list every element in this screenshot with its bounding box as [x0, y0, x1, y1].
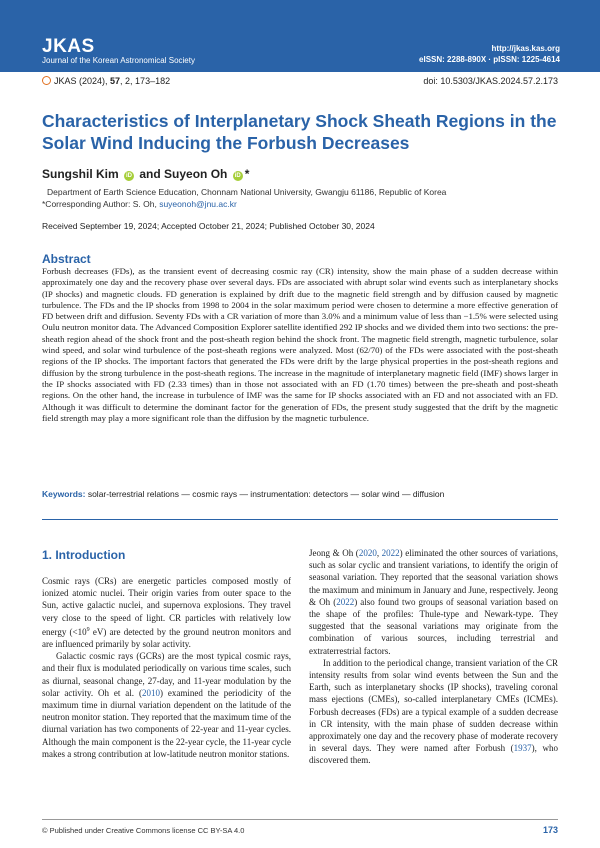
citation-line: [42, 76, 558, 90]
citation-link[interactable]: 1937: [513, 743, 532, 754]
corresponding-label: *Corresponding Author: S. Oh,: [42, 199, 160, 209]
orcid-icon[interactable]: iD: [126, 173, 133, 179]
citation-link[interactable]: 2010: [141, 687, 160, 698]
abstract-heading: Abstract: [42, 252, 91, 266]
section-heading: 1. Introduction: [42, 548, 126, 562]
paper-title: Characteristics of Interplanetary Shock Sheath Regions in the Solar Wind Inducing the Forbush Decreases: [42, 111, 557, 153]
corresponding-mark: *: [244, 167, 250, 181]
journal-issn: eISSN: 2288-890X · pISSN: 1225-4614: [419, 55, 560, 64]
corresponding-email[interactable]: suyeonoh@jnu.ac.kr: [159, 199, 237, 209]
journal-banner: [0, 0, 600, 72]
section-divider: [42, 519, 558, 520]
keywords-label: Keywords:: [42, 489, 86, 499]
journal-full-name: Journal of the Korean Astronomical Society: [42, 56, 195, 65]
citation-prefix: JKAS (2024),: [54, 76, 111, 86]
author-name: Sungshil Kim: [42, 167, 119, 181]
keywords: [42, 489, 558, 499]
page-number: 173: [542, 825, 558, 835]
citation-link[interactable]: 2020: [358, 548, 377, 558]
abstract-text: Forbush decreases (FDs), as the transient event of decreasing cosmic ray (CR) intensity, show the main phase of a sudden decrease within approximately one day and the recovery phase over several days. FDs are associated with abrupt solar wind events such as interplanetary shocks (IP shocks) and magnetic clouds. FD generation is explained by drift due to the magnetic field strength and by diffusion caused by magnetic turbulence. The FDs and the IP shocks from 1998 to 2004 in the solar maximum period were chosen to determine a more effective generation of FD between drift and diffusion. Seventy FDs with a CR variation of more than 3.0% and a minimum value of less than −1.5% were selected using Oulu neutron monitor data. The Advanced Composition Explorer satellite identified 292 IP shocks and we divided them into two sections: the pre-sheath region ahead of the shock front and the post-sheath region behind the shock front. The magnetic field strength, magnetic turbulence, solar wind speed, and solar wind turbulence of the post-sheath regions were analyzed. Most (62/70) of the FDs were associated with the post-sheath regions of the IP shocks. The important factors that generated the FDs were drift by the large physical properties in the post-sheath regions and diffusion by the strong turbulence in the post-sheath regions. The increase in the magnitude of interplanetary magnetic field (IMF) shows larger in the IP shocks associated with FD (2.33 times) than in those not associated with an FD (1.70 times) between the pre-sheath and post-sheath regions. On the other hand, the increase in turbulence of IMF was the same for IP shocks associated with an FD and not associated with an FD. Although it was difficult to determine the dominant factor for the generation of FDs, the present study suggested that the drift by the magnetic field strength may play a more significant role than the diffusion by the magnetic turbulence.: [42, 266, 558, 423]
author-list: [42, 167, 249, 181]
open-access-icon: [42, 76, 51, 85]
author-conjunction: and: [139, 167, 161, 181]
author-name: Suyeon Oh: [164, 167, 228, 181]
doi[interactable]: doi: 10.5303/JKAS.2024.57.2.173: [423, 76, 558, 86]
left-column: [42, 575, 291, 760]
paragraph: In addition to the periodical change, transient variation of the CR intensity results from solar wind events between the Sun and the Earth, such as interplanetary shocks (IP shocks), traveling coronal mass ejections (CMEs), so-called interplanetary CMEs (ICMEs). Forbush decreases (FDs) are a typical example of a sudden decrease in CR intensity, with the main phase of sudden decrease within approximately one day and the recovery phase of moderate recovery in several days. They were named after Forbush (1937), who discovered them.: [309, 657, 558, 766]
paragraph: Jeong & Oh (2020, 2022) eliminated the other sources of variations, such as solar cyclic and transient variations, to identify the origin of seasonal variation. They reported that the seasonal variation shows the maximum and minimum in January and June, respectively. Jeong & Oh (2022) also found two groups of seasonal variation based on the shape of the profiles: Thule-type and Newark-type. They suggested that the seasonal variations may originate from the combination of various sources, including terrestrial and extraterrestrial factors.: [309, 548, 558, 656]
journal-abbrev: JKAS: [42, 36, 95, 57]
citation-suffix: , 2, 173–182: [120, 76, 171, 86]
license-notice: © Published under Creative Commons license CC BY-SA 4.0: [42, 826, 245, 835]
orcid-icon[interactable]: iD: [234, 173, 241, 179]
paragraph: Galactic cosmic rays (GCRs) are the most typical cosmic rays, and their flux is modulated periodically on various time scales, such as diurnal, seasonal change, 27-day, and 11-year modulation by the solar activity. Oh et al. (2010) examined the periodicity of the maximum time in diurnal variation dependent on the latitude of the neutron monitor station. They reported that the maximum time of the diurnal variation has two components of 22-year and 11-year cycles. Although the main component is the 22-year cycle, the 11-year cycle makes a strong contribution at low-latitude neutron monitor stations.: [42, 651, 291, 759]
affiliation: Department of Earth Science Education, Chonnam National University, Gwangju 61186, Republic of Korea: [47, 187, 447, 197]
citation-link[interactable]: 2022: [381, 548, 400, 558]
right-column: [309, 547, 558, 767]
corresponding-author: [42, 199, 237, 209]
paragraph: Cosmic rays (CRs) are energetic particles composed mostly of ionized atomic nuclei. Their origin varies from outer space to the Sun, active galactic nuclei, and supernova explosions. They travel very close to the speed of light. CR particles with relatively low energy ($<10^9$ eV) are detected by the ground neutron monitors and are influenced primarily by solar activity.: [42, 576, 292, 650]
footer-divider: [42, 819, 558, 820]
publication-dates: Received September 19, 2024; Accepted October 21, 2024; Published October 30, 2024: [42, 221, 375, 231]
citation-link[interactable]: 2022: [336, 596, 355, 607]
journal-url[interactable]: http://jkas.kas.org: [491, 44, 560, 53]
citation-volume: 57: [110, 76, 121, 86]
keywords-text: solar-terrestrial relations — cosmic rays — instrumentation: detectors — solar wind — diffusion: [85, 489, 445, 499]
